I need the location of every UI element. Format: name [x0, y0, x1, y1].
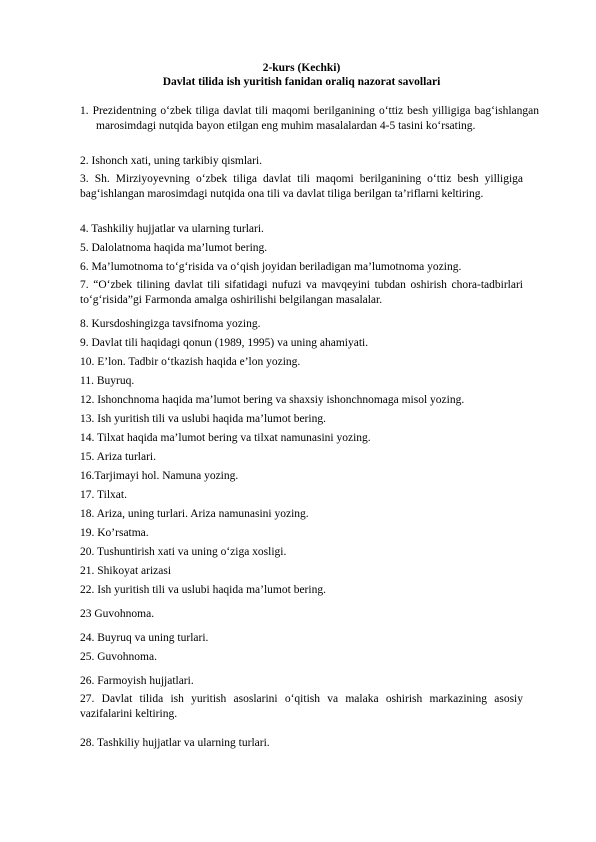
question-11: 11. Buyruq. — [80, 375, 135, 387]
question-2: 2. Ishonch xati, uning tarkibiy qismlari. — [80, 155, 263, 167]
question-8: 8. Kursdoshingizga tavsifnoma yozing. — [80, 318, 261, 330]
question-3: 3. Sh. Mirziyoyevning o‘zbek tiliga davlat tili maqomi berilganining o‘ttiz besh yilligiga bag‘ishlangan marosimdagi nutqida ona tili va davlat tiliga berilgan ta’riflarni keltiring. — [80, 173, 523, 200]
question-19: 19. Ko’rsatma. — [80, 527, 149, 539]
question-13: 13. Ish yuritish tili va uslubi haqida ma’lumot bering. — [80, 413, 326, 425]
question-15: 15. Ariza turlari. — [80, 451, 157, 463]
question-7: 7. “O‘zbek tilining davlat tili sifatidagi nufuzi va mavqeyini tubdan oshirish chora-tadbirlari to‘g‘risida”gi Farmonda amalga oshirilishi belgilangan masalalar. — [80, 279, 523, 306]
question-14: 14. Tilxat haqida ma’lumot bering va tilxat namunasini yozing. — [80, 432, 371, 444]
question-21: 21. Shikoyat arizasi — [80, 565, 172, 577]
question-28: 28. Tashkiliy hujjatlar va ularning turlari. — [80, 737, 270, 749]
question-23: 23 Guvohnoma. — [80, 608, 155, 620]
question-4: 4. Tashkiliy hujjatlar va ularning turlari. — [80, 223, 264, 235]
question-22: 22. Ish yuritish tili va uslubi haqida ma’lumot bering. — [80, 584, 326, 596]
question-25: 25. Guvohnoma. — [80, 651, 157, 663]
question-27: 27. Davlat tilida ish yuritish asoslarini o‘qitish va malaka oshirish markazining asosiy vazifalarini keltiring. — [80, 693, 523, 720]
question-12: 12. Ishonchnoma haqida ma’lumot bering va shaxsiy ishonchnomaga misol yozing. — [80, 394, 465, 406]
question-17: 17. Tilxat. — [80, 489, 127, 501]
document-subtitle: Davlat tilida ish yuritish fanidan oraliq nazorat savollari — [162, 76, 441, 88]
question-1: 1. Prezidentning o‘zbek tiliga davlat tili maqomi berilganining o‘ttiz besh yilligiga bag‘ishlangan marosimdagi nutqida bayon etilgan eng muhim masalalardan 4-5 tasini ko‘rsating. — [80, 105, 539, 132]
question-26: 26. Farmoyish hujjatlari. — [80, 675, 194, 687]
question-6: 6. Ma’lumotnoma to‘g‘risida va o‘qish joyidan beriladigan ma’lumotnoma yozing. — [80, 261, 462, 273]
question-16: 16.Tarjimayi hol. Namuna yozing. — [80, 470, 239, 482]
question-10: 10. E’lon. Tadbir o‘tkazish haqida e’lon yozing. — [80, 356, 301, 368]
question-5: 5. Dalolatnoma haqida ma’lumot bering. — [80, 242, 268, 254]
question-9: 9. Davlat tili haqidagi qonun (1989, 1995) va uning ahamiyati. — [80, 337, 369, 349]
question-24: 24. Buyruq va uning turlari. — [80, 632, 209, 644]
question-18: 18. Ariza, uning turlari. Ariza namunasini yozing. — [80, 508, 309, 520]
document-title: 2-kurs (Kechki) — [262, 62, 341, 74]
question-20: 20. Tushuntirish xati va uning o‘ziga xosligi. — [80, 546, 287, 558]
